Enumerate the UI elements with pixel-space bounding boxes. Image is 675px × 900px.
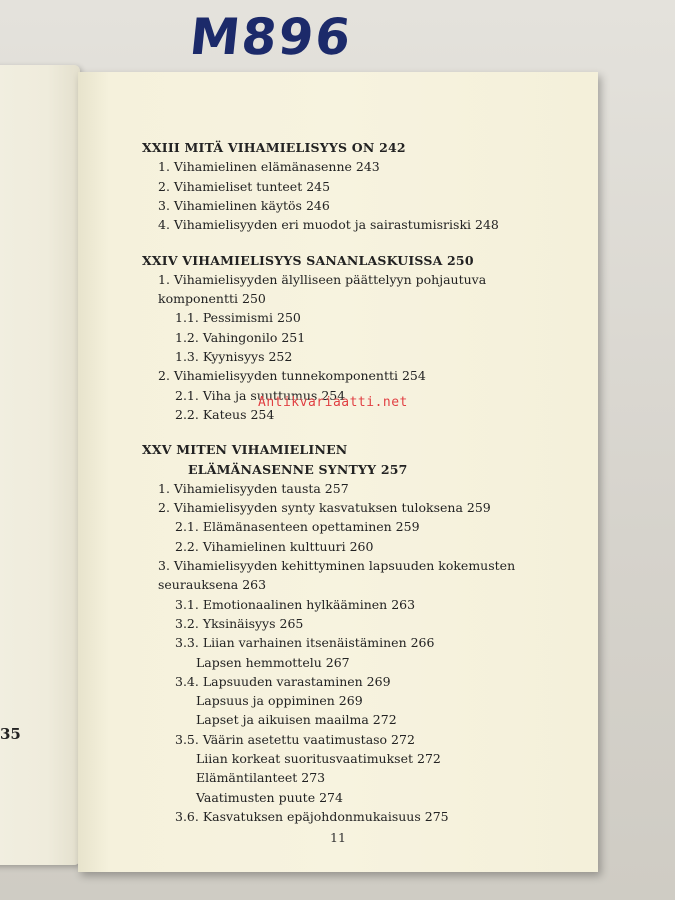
toc-entry: 1. Vihamielinen elämänasenne 243 <box>158 159 380 175</box>
toc-entry: Elämäntilanteet 273 <box>196 770 326 786</box>
toc-entry: 1.1. Pessimismi 250 <box>175 310 301 326</box>
toc-entry: 2. Vihamielisyyden synty kasvatuksen tuloksena 259 <box>158 500 491 516</box>
toc-entry: Lapset ja aikuisen maailma 272 <box>196 712 397 728</box>
toc-entry: 2.2. Vihamielinen kulttuuri 260 <box>175 538 374 554</box>
left-page <box>0 65 80 865</box>
toc-entry: 1.3. Kyynisyys 252 <box>175 349 293 364</box>
page-number: 11 <box>330 830 346 845</box>
toc-entry: 4. Vihamielisyyden eri muodot ja sairastumisriski 248 <box>158 217 499 233</box>
left-page-number: 35 <box>0 725 21 743</box>
toc-entry: 2.1. Elämänasenteen opettaminen 259 <box>175 519 420 535</box>
watermark: Antikvariaatti.net <box>258 395 408 410</box>
toc-heading: XXIV VIHAMIELISYYS SANANLASKUISSA 250 <box>142 252 474 268</box>
toc-entry: 3. Vihamielinen käytös 246 <box>158 197 330 213</box>
toc-entry: Lapsuus ja oppiminen 269 <box>196 693 363 709</box>
toc-entry: 2. Vihamieliset tunteet 245 <box>158 178 331 194</box>
toc-entry: 1. Vihamielisyyden älylliseen päättelyyn pohjautuva <box>158 271 487 287</box>
toc-entry: komponentti 250 <box>158 291 266 307</box>
toc-entry: 3.2. Yksinäisyys 265 <box>175 615 304 631</box>
toc-heading: ELÄMÄNASENNE SYNTYY 257 <box>188 461 408 477</box>
toc-entry: 1. Vihamielisyyden tausta 257 <box>158 480 349 496</box>
toc-entry: 1.2. Vahingonilo 251 <box>175 329 306 345</box>
toc-entry: Vaatimusten puute 274 <box>196 789 343 805</box>
toc-heading: XXV MITEN VIHAMIELINEN <box>142 442 348 458</box>
toc-entry: 3. Vihamielisyyden kehittyminen lapsuuden kokemusten <box>158 558 516 573</box>
handwritten-label: M896 <box>186 8 356 66</box>
toc-entry: 3.4. Lapsuuden varastaminen 269 <box>175 673 391 689</box>
toc-entry: seurauksena 263 <box>158 577 267 593</box>
toc-entry: 3.1. Emotionaalinen hylkääminen 263 <box>175 596 416 612</box>
toc-entry: 3.5. Väärin asetettu vaatimustaso 272 <box>175 731 415 747</box>
toc-entry: 3.3. Liian varhainen itsenäistäminen 266 <box>175 635 435 651</box>
toc-entry: 3.6. Kasvatuksen epäjohdonmukaisuus 275 <box>175 808 449 824</box>
toc-entry: 2. Vihamielisyyden tunnekomponentti 254 <box>158 368 426 384</box>
toc-entry: Liian korkeat suoritusvaatimukset 272 <box>196 751 441 766</box>
table-of-contents <box>78 72 598 872</box>
toc-entry: Lapsen hemmottelu 267 <box>196 654 350 670</box>
book-page <box>78 72 598 872</box>
toc-entry: 2.2. Kateus 254 <box>175 406 275 422</box>
toc-entry: 2.1. Viha ja suuttumus 254 <box>175 387 346 403</box>
toc-heading: XXIII MITÄ VIHAMIELISYYS ON 242 <box>142 140 406 155</box>
